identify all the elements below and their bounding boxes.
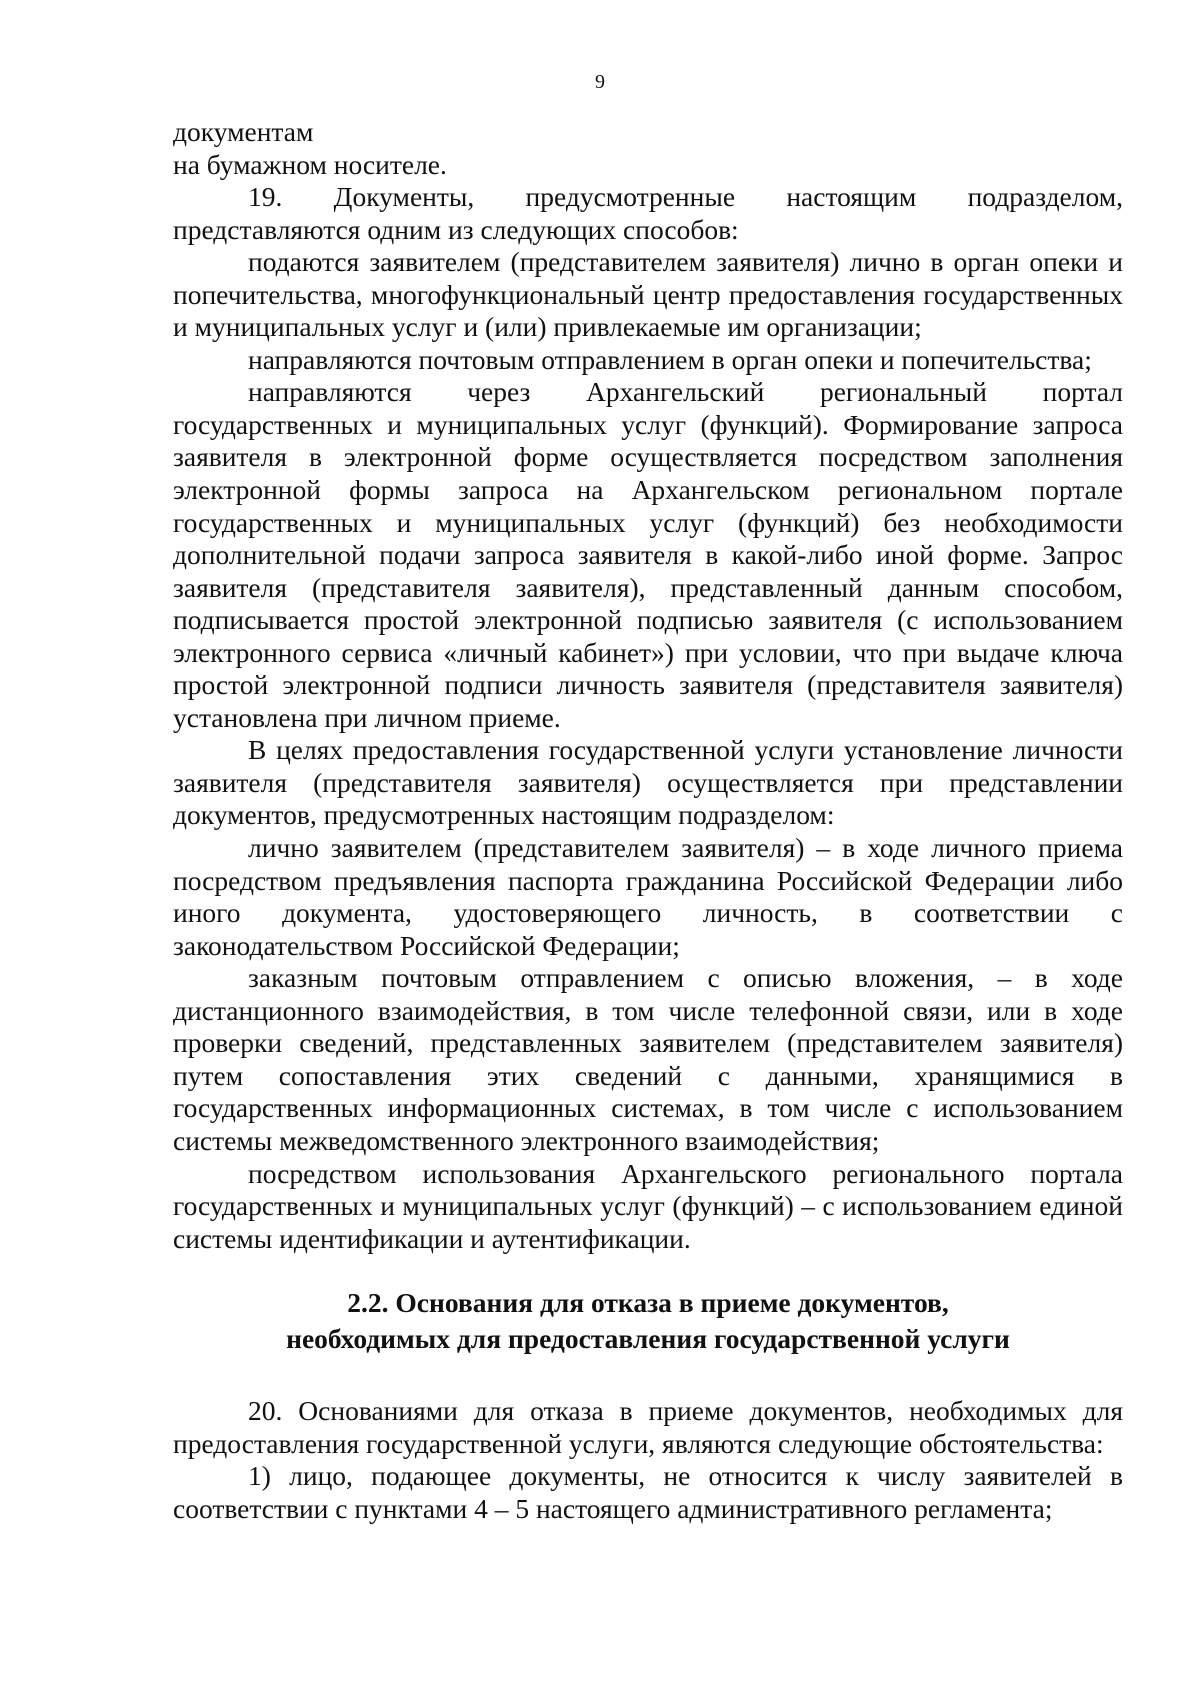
paragraph: посредством использования Архангельского регионального портала государственных и муниципальных услуг (функций) – с использованием единой системы идентификации и аутентификации.: [173, 1157, 1123, 1254]
paragraph: В целях предоставления государственной услуги установление личности заявителя (представителя заявителя) осуществляется при представлении документов, предусмотренных настоящим подразделом:: [173, 734, 1123, 831]
paragraph: заказным почтовым отправлением с описью вложения, – в ходе дистанционного взаимодействия, в том числе телефонной связи, или в ходе проверки сведений, представленных заявителем (представителем заявителя) путем сопоставления этих сведений с данными, хранящимися в государственных информационных системах, в том числе с использованием системы межведомственного электронного взаимодействия;: [173, 962, 1123, 1156]
document-body: [173, 116, 1123, 1525]
paragraph: 19. Документы, предусмотренные настоящим подразделом, представляются одним из следующих способов:: [173, 181, 1123, 245]
section-heading: [173, 1285, 1123, 1357]
paragraph: направляются почтовым отправлением в орган опеки и попечительства;: [248, 343, 1092, 375]
paragraph: 1) лицо, подающее документы, не относится к числу заявителей в соответствии с пунктами 4 – 5 настоящего административного регламента;: [173, 1460, 1123, 1524]
paragraph-line: документам: [173, 116, 314, 147]
paragraph: 20. Основаниями для отказа в приеме документов, необходимых для предоставления государственной услуги, являются следующие обстоятельства:: [173, 1395, 1123, 1459]
paragraph: направляются через Архангельский региональный портал государственных и муниципальных услуг (функций). Формирование запроса заявителя в электронной форме осуществляется посредством заполнения электронной формы запроса на Архангельском региональном портале государственных и муниципальных услуг (функций) без необходимости дополнительной подачи запроса заявителя в какой-либо иной форме. Запрос заявителя (представителя заявителя), представленный данным способом, подписывается простой электронной подписью заявителя (с использованием электронного сервиса «личный кабинет») при условии, что при выдаче ключа простой электронной подписи личность заявителя (представителя заявителя) установлена при личном приеме.: [173, 376, 1123, 733]
paragraph-line: на бумажном носителе.: [173, 148, 447, 180]
section-heading-line: 2.2. Основания для отказа в приеме документов,: [347, 1287, 949, 1319]
section-heading-line: необходимых для предоставления государственной услуги: [286, 1323, 1010, 1355]
paragraph: подаются заявителем (представителем заявителя) лично в орган опеки и попечительства, многофункциональный центр предоставления государственных и муниципальных услуг и (или) привлекаемые им организации;: [173, 246, 1123, 343]
page-number: 9: [595, 71, 605, 93]
paragraph: лично заявителем (представителем заявителя) – в ходе личного приема посредством предъявления паспорта гражданина Российской Федерации либо иного документа, удостоверяющего личность, в соответствии с законодательством Российской Федерации;: [173, 832, 1123, 961]
paragraph: [173, 116, 1123, 181]
